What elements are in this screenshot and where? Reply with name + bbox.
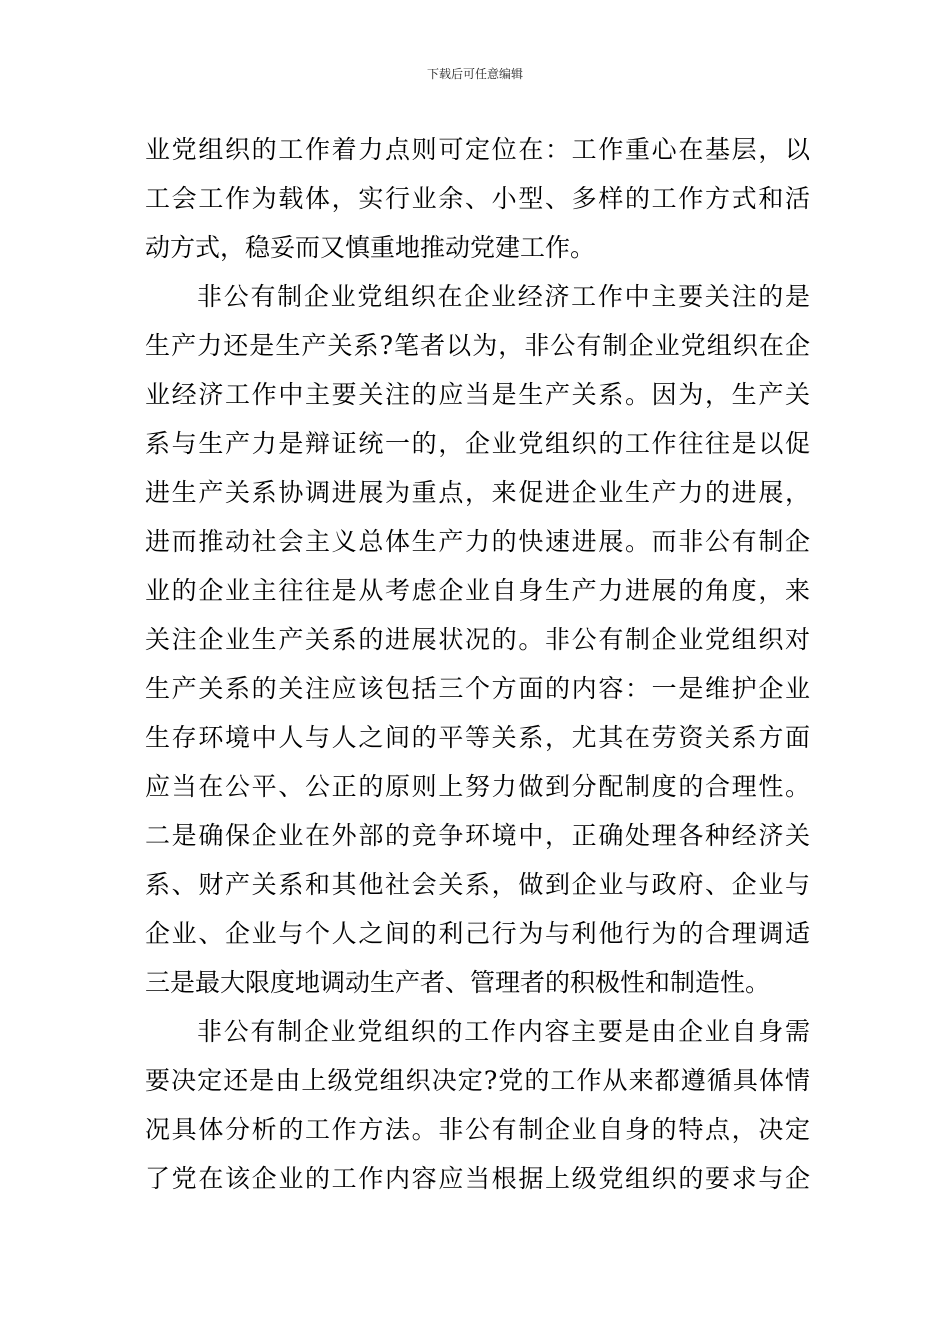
text-line: 生产力还是生产关系?笔者以为，非公有制企业党组织在企 (145, 331, 810, 360)
text-line: 非公有制企业党组织的工作内容主要是由企业自身需 (197, 1017, 810, 1046)
text-line: 非公有制企业党组织在企业经济工作中主要关注的是 (197, 282, 810, 311)
text-line: 况具体分析的工作方法。非公有制企业自身的特点，决定 (145, 1115, 810, 1144)
paragraph-2 (145, 272, 810, 1007)
text-line: 系、财产关系和其他社会关系，做到企业与政府、企业与 (145, 870, 810, 899)
text-line: 三是最大限度地调动生产者、管理者的积极性和制造性。 (145, 968, 771, 997)
text-line: 进生产关系协调进展为重点，来促进企业生产力的进展， (145, 478, 810, 507)
text-line: 业经济工作中主要关注的应当是生产关系。因为，生产关 (145, 380, 810, 409)
text-line: 进而推动社会主义总体生产力的快速进展。而非公有制企 (145, 527, 810, 556)
paragraph-1 (145, 125, 810, 272)
text-line: 应当在公平、公正的原则上努力做到分配制度的合理性。 (145, 772, 810, 801)
text-line: 系与生产力是辩证统一的，企业党组织的工作往往是以促 (145, 429, 810, 458)
text-line: 二是确保企业在外部的竞争环境中，正确处理各种经济关 (145, 821, 810, 850)
text-line: 生产关系的关注应该包括三个方面的内容：一是维护企业 (145, 674, 810, 703)
document-body (145, 125, 810, 1203)
text-line: 要决定还是由上级党组织决定?党的工作从来都遵循具体情 (145, 1066, 810, 1095)
text-line: 业的企业主往往是从考虑企业自身生产力进展的角度，来 (145, 576, 810, 605)
text-line: 工会工作为载体，实行业余、小型、多样的工作方式和活 (145, 184, 810, 213)
text-line: 关注企业生产关系的进展状况的。非公有制企业党组织对 (145, 625, 810, 654)
paragraph-3 (145, 1007, 810, 1203)
page-header: 下载后可任意编辑 (426, 67, 523, 81)
text-line: 了党在该企业的工作内容应当根据上级党组织的要求与企 (145, 1164, 810, 1193)
text-line: 动方式，稳妥而又慎重地推动党建工作。 (145, 233, 596, 262)
text-line: 生存环境中人与人之间的平等关系，尤其在劳资关系方面 (145, 723, 810, 752)
text-line: 企业、企业与个人之间的利己行为与利他行为的合理调适 (145, 919, 810, 948)
text-line: 业党组织的工作着力点则可定位在：工作重心在基层，以 (145, 135, 810, 164)
